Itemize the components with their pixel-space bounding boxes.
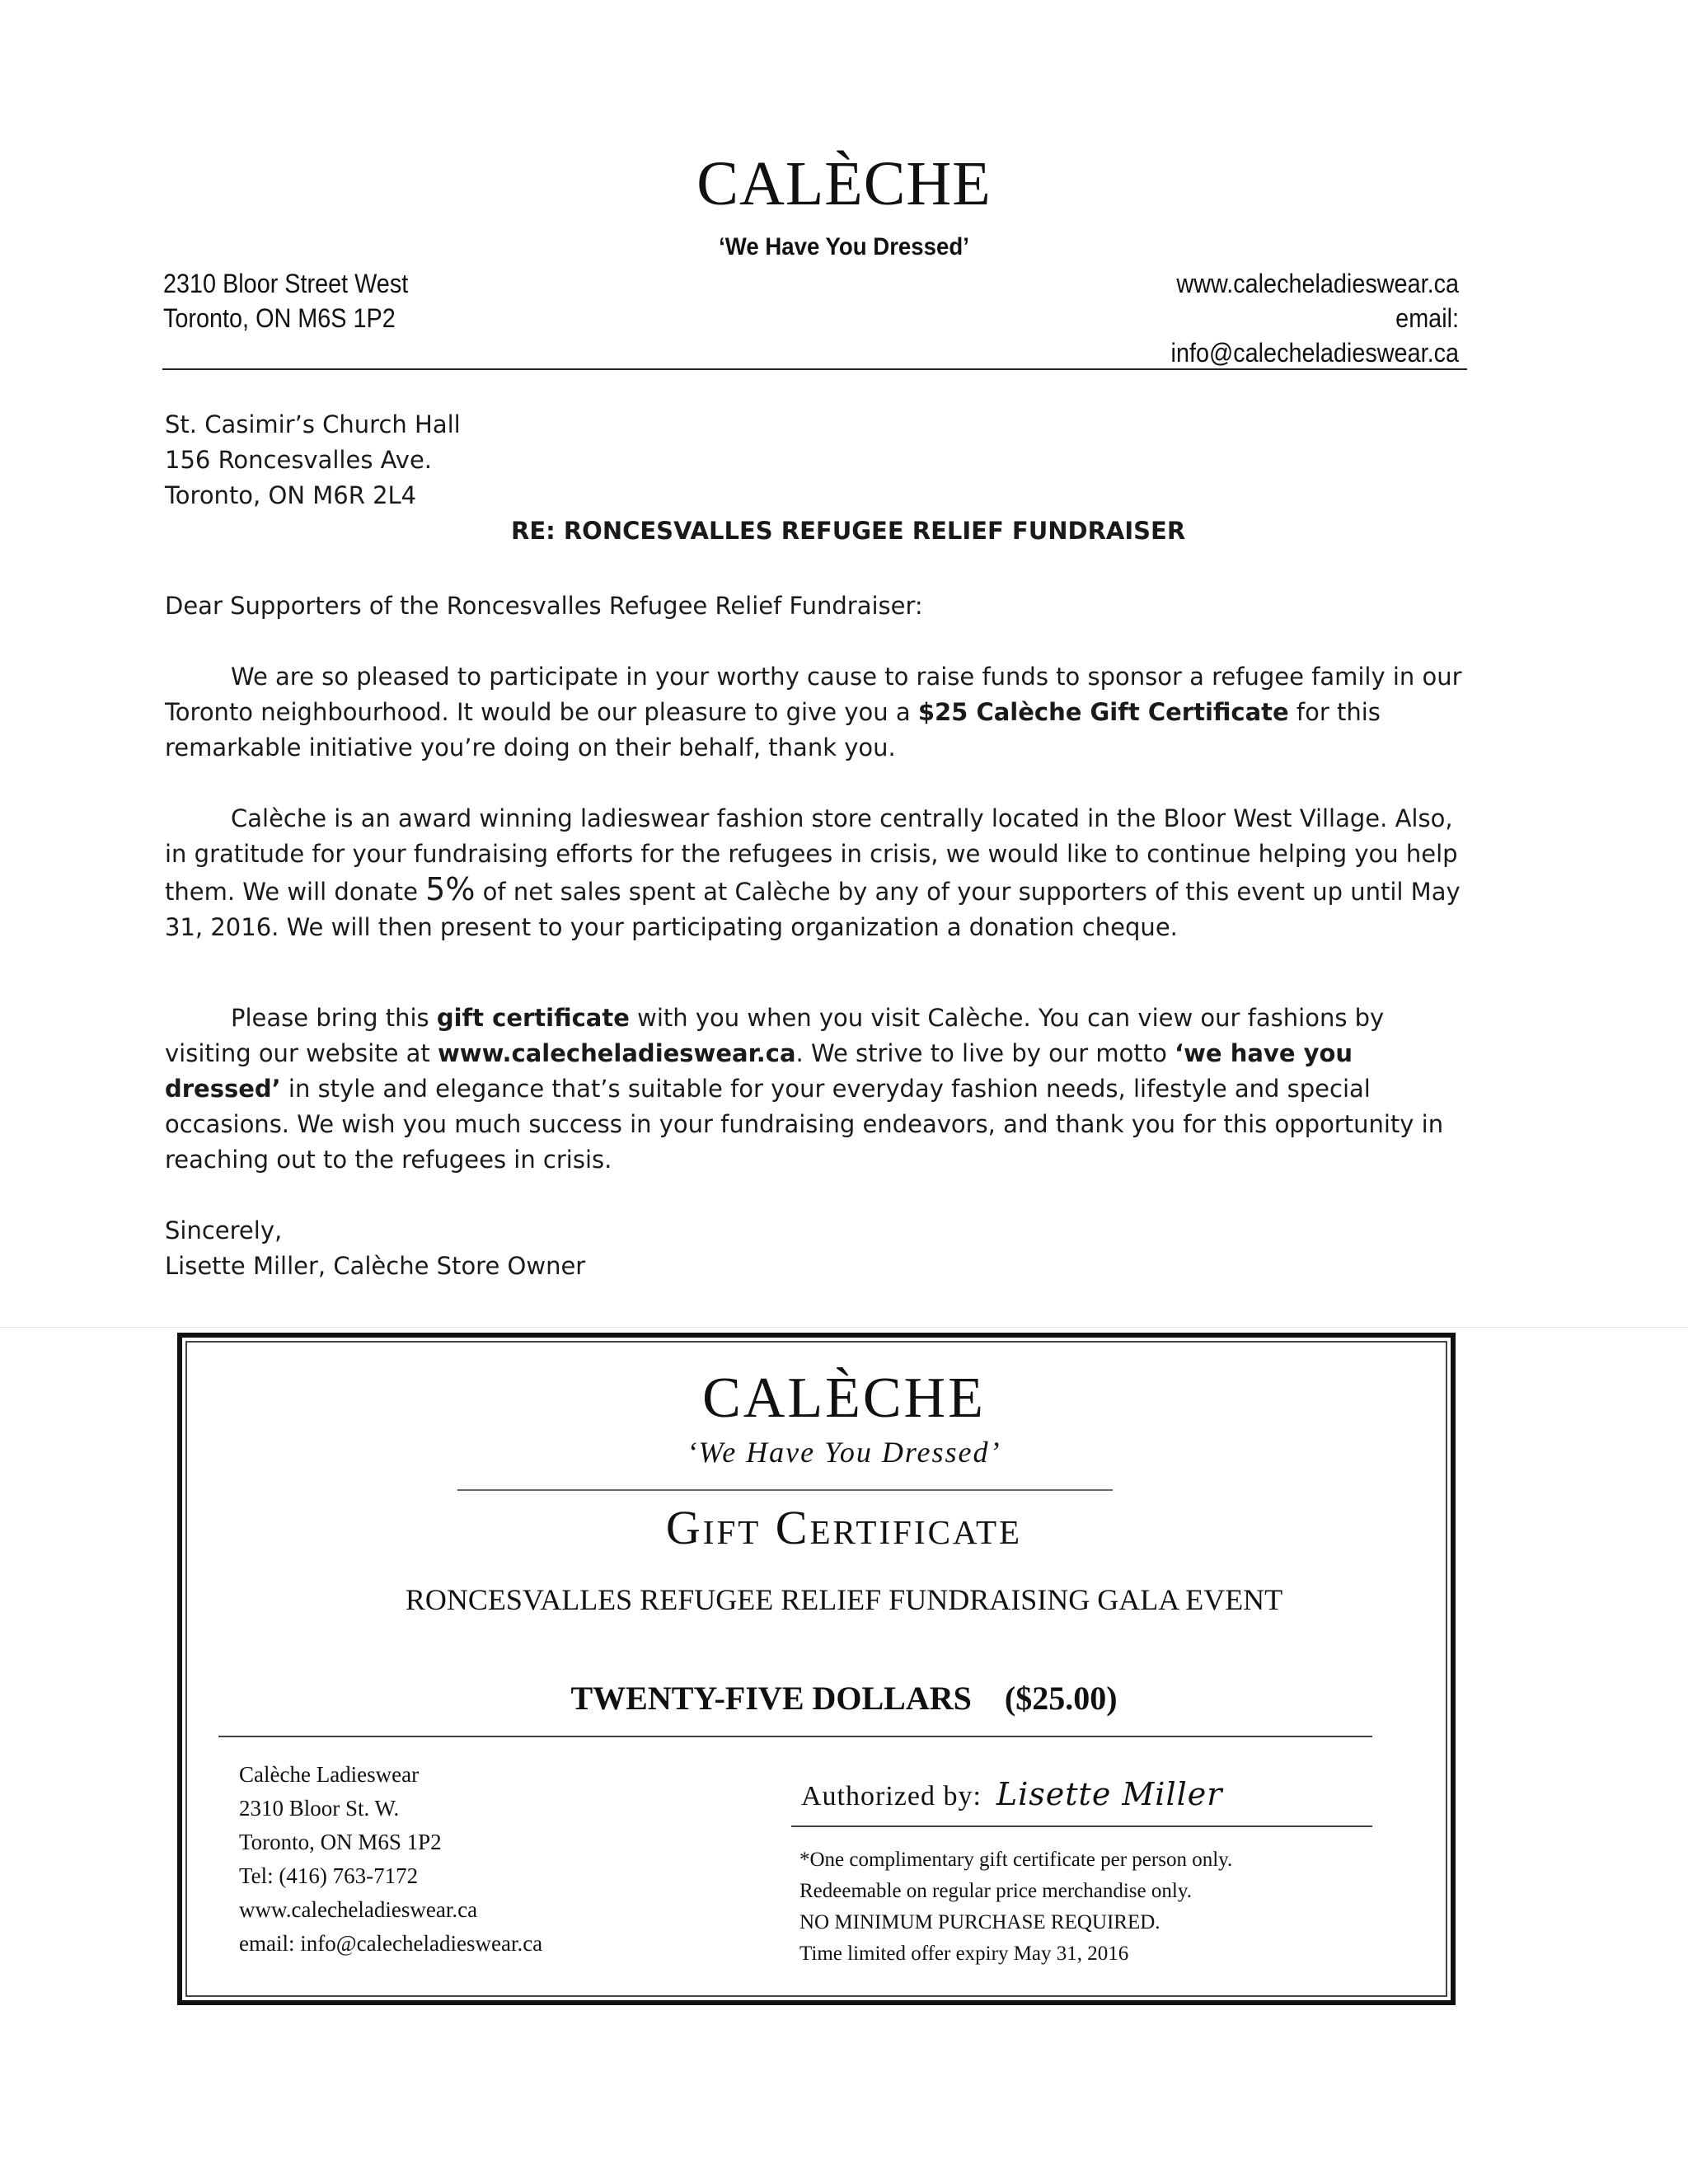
paragraph-3-text-c: . We strive to live by our motto — [795, 1039, 1175, 1067]
recipient-line1: St. Casimir’s Church Hall — [165, 410, 461, 438]
certificate-store-name: CALÈCHE — [702, 1366, 986, 1430]
letterhead-address — [163, 266, 408, 335]
letter-paragraph-1 — [165, 659, 1467, 766]
certificate-term: NO MINIMUM PURCHASE REQUIRED. — [799, 1911, 1160, 1933]
certificate-term: Time limited offer expiry May 31, 2016 — [799, 1943, 1129, 1965]
letter-paragraph-2 — [165, 801, 1467, 945]
subject-line: RE: RONCESVALLES REFUGEE RELIEF FUNDRAISER — [511, 517, 1186, 545]
certificate-contact-line: 2310 Bloor St. W. — [239, 1796, 400, 1821]
letter-closing — [165, 1213, 585, 1284]
letterhead-store-name: CALÈCHE — [696, 149, 992, 218]
salutation: Dear Supporters of the Roncesvalles Refugee Relief Fundraiser: — [165, 592, 923, 620]
paragraph-2-text-b: of net sales spent at Calèche by any of your supporters of this event up until May 31, 2016. We will then present to your participating organization a donation cheque. — [165, 878, 1461, 941]
certificate-amount — [0, 1679, 1688, 1718]
authorized-by-label: Authorized by: — [801, 1781, 982, 1811]
certificate-divider-top — [457, 1489, 1113, 1491]
certificate-contact-block — [239, 1758, 542, 1961]
certificate-divider-middle — [218, 1736, 1372, 1737]
paragraph-1-text-a: We are so pleased to participate in your worthy cause to raise funds to sponsor a refugee family in our Toronto neighbourhood. It would be our pleasure to give you a — [165, 663, 1462, 726]
certificate-motto: ‘We Have You Dressed’ — [687, 1436, 1001, 1469]
signature-line — [791, 1825, 1372, 1827]
paragraph-3-text-d: in style and elegance that’s suitable for your everyday fashion needs, lifestyle and special occasions. We wish you much success in your fundraising endeavors, and thank you for this opportunity in reaching out to the refugees in crisis. — [165, 1075, 1444, 1174]
certificate-contact-line: Calèche Ladieswear — [239, 1762, 420, 1787]
letterhead-contact — [1125, 266, 1459, 370]
letterhead-website: www.calecheladieswear.ca — [1176, 269, 1459, 298]
certificate-contact-line: www.calecheladieswear.ca — [239, 1897, 478, 1922]
certificate-contact-line: Toronto, ON M6S 1P2 — [239, 1830, 442, 1854]
closing-line1: Sincerely, — [165, 1216, 283, 1244]
letter-paragraph-3 — [165, 1001, 1467, 1178]
certificate-contact-line: email: info@calecheladieswear.ca — [239, 1931, 543, 1956]
authorized-signature: Lisette Miller — [996, 1776, 1223, 1812]
certificate-terms — [799, 1844, 1232, 1970]
paragraph-3-motto: ‘we have you dressed’ — [165, 1039, 1353, 1103]
certificate-amount-words: TWENTY-FIVE DOLLARS — [570, 1680, 972, 1717]
paragraph-3-website: www.calecheladieswear.ca — [438, 1039, 796, 1067]
letterhead-motto: ‘We Have You Dressed’ — [719, 233, 969, 260]
certificate-contact-line: Tel: (416) 763-7172 — [239, 1863, 419, 1888]
paragraph-2-text-a: Calèche is an award winning ladieswear fashion store centrally located in the Bloor West Village. Also, in gratitude for your fundraising efforts for the refugees in crisis, we would like to continue helping you help them. We will donate — [165, 804, 1458, 906]
paragraph-3-text-b: with you when you visit Calèche. You can view our fashions by visiting our website at — [165, 1004, 1385, 1067]
paragraph-1-text-b: for this remarkable initiative you’re doing on their behalf, thank you. — [165, 698, 1381, 762]
page-fold-line — [0, 1327, 1688, 1328]
recipient-line2: 156 Roncesvalles Ave. — [165, 446, 433, 474]
paragraph-3-text-a: Please bring this — [231, 1004, 437, 1032]
certificate-amount-number: ($25.00) — [1004, 1680, 1118, 1717]
letterhead-divider — [162, 368, 1467, 370]
gift-certificate-offer: $25 Calèche Gift Certificate — [917, 698, 1289, 726]
closing-signature-name: Lisette Miller, Calèche Store Owner — [165, 1252, 586, 1280]
recipient-line3: Toronto, ON M6R 2L4 — [165, 481, 417, 509]
certificate-event: RONCESVALLES REFUGEE RELIEF FUNDRAISING GALA EVENT — [405, 1583, 1283, 1616]
certificate-term: Redeemable on regular price merchandise only. — [799, 1880, 1192, 1902]
donation-percent: 5% — [425, 871, 476, 907]
paragraph-3-bold-a: gift certificate — [436, 1004, 630, 1032]
certificate-authorization — [801, 1776, 1222, 1812]
letterhead-email: email: info@calecheladieswear.ca — [1170, 303, 1459, 368]
certificate-term: *One complimentary gift certificate per person only. — [799, 1849, 1233, 1871]
letterhead-address-line2: Toronto, ON M6S 1P2 — [163, 303, 396, 333]
letterhead-address-line1: 2310 Bloor Street West — [163, 269, 409, 298]
certificate-title: Gift Certificate — [665, 1501, 1023, 1554]
recipient-address — [165, 407, 461, 513]
